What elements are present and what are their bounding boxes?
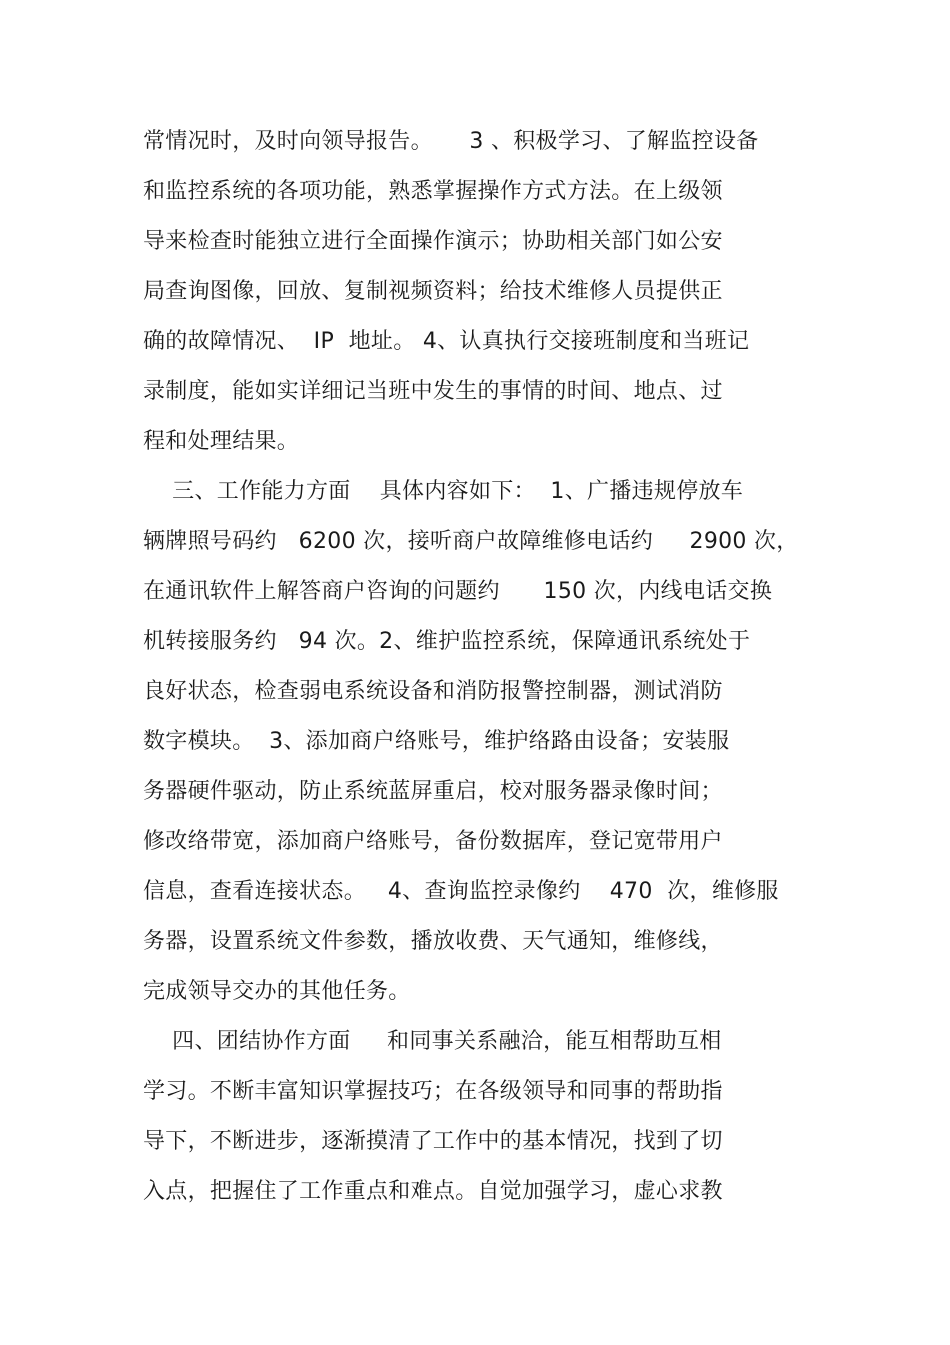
text-line: 在通讯软件上解答商户咨询的问题约 150 次，内线电话交换 (143, 579, 773, 604)
text-line: 确的故障情况、 IP 地址。 4、认真执行交接班制度和当班记 (143, 329, 750, 354)
text-line: 务器，设置系统文件参数，播放收费、天气通知，维修线， (143, 929, 723, 954)
text-line: 程和处理结果。 (143, 429, 300, 454)
text-line: 完成领导交办的其他任务。 (143, 979, 411, 1004)
text-line: 辆牌照号码约 6200 次，接听商户故障维修电话约 2900 次， (143, 529, 799, 554)
body-text (143, 122, 823, 1222)
text-line: 良好状态，检查弱电系统设备和消防报警控制器，测试消防 (143, 679, 723, 704)
text-line: 录制度，能如实详细记当班中发生的事情的时间、地点、过 (143, 379, 723, 404)
text-line: 务器硬件驱动，防止系统蓝屏重启，校对服务器录像时间； (143, 779, 723, 804)
text-line: 导下，不断进步，逐渐摸清了工作中的基本情况，找到了切 (143, 1129, 723, 1154)
text-line: 修改络带宽，添加商户络账号，备份数据库，登记宽带用户 (143, 829, 723, 854)
text-line: 导来检查时能独立进行全面操作演示；协助相关部门如公安 (143, 229, 723, 254)
text-line: 局查询图像，回放、复制视频资料；给技术维修人员提供正 (143, 279, 723, 304)
text-line: 常情况时，及时向领导报告。 3 、积极学习、了解监控设备 (143, 129, 759, 154)
section-heading-line: 三、工作能力方面 具体内容如下： 1、广播违规停放车 (143, 479, 744, 504)
text-line: 学习。不断丰富知识掌握技巧；在各级领导和同事的帮助指 (143, 1079, 723, 1104)
text-line: 和监控系统的各项功能，熟悉掌握操作方式方法。在上级领 (143, 179, 723, 204)
text-line: 入点，把握住了工作重点和难点。自觉加强学习，虚心求教 (143, 1179, 723, 1204)
text-line: 信息，查看连接状态。 4、查询监控录像约 470 次，维修服 (143, 879, 779, 904)
section-heading-line: 四、团结协作方面 和同事关系融洽，能互相帮助互相 (143, 1029, 722, 1054)
text-line: 数字模块。 3、添加商户络账号，维护络路由设备；安装服 (143, 729, 730, 754)
text-line: 机转接服务约 94 次。2、维护监控系统，保障通讯系统处于 (143, 629, 751, 654)
